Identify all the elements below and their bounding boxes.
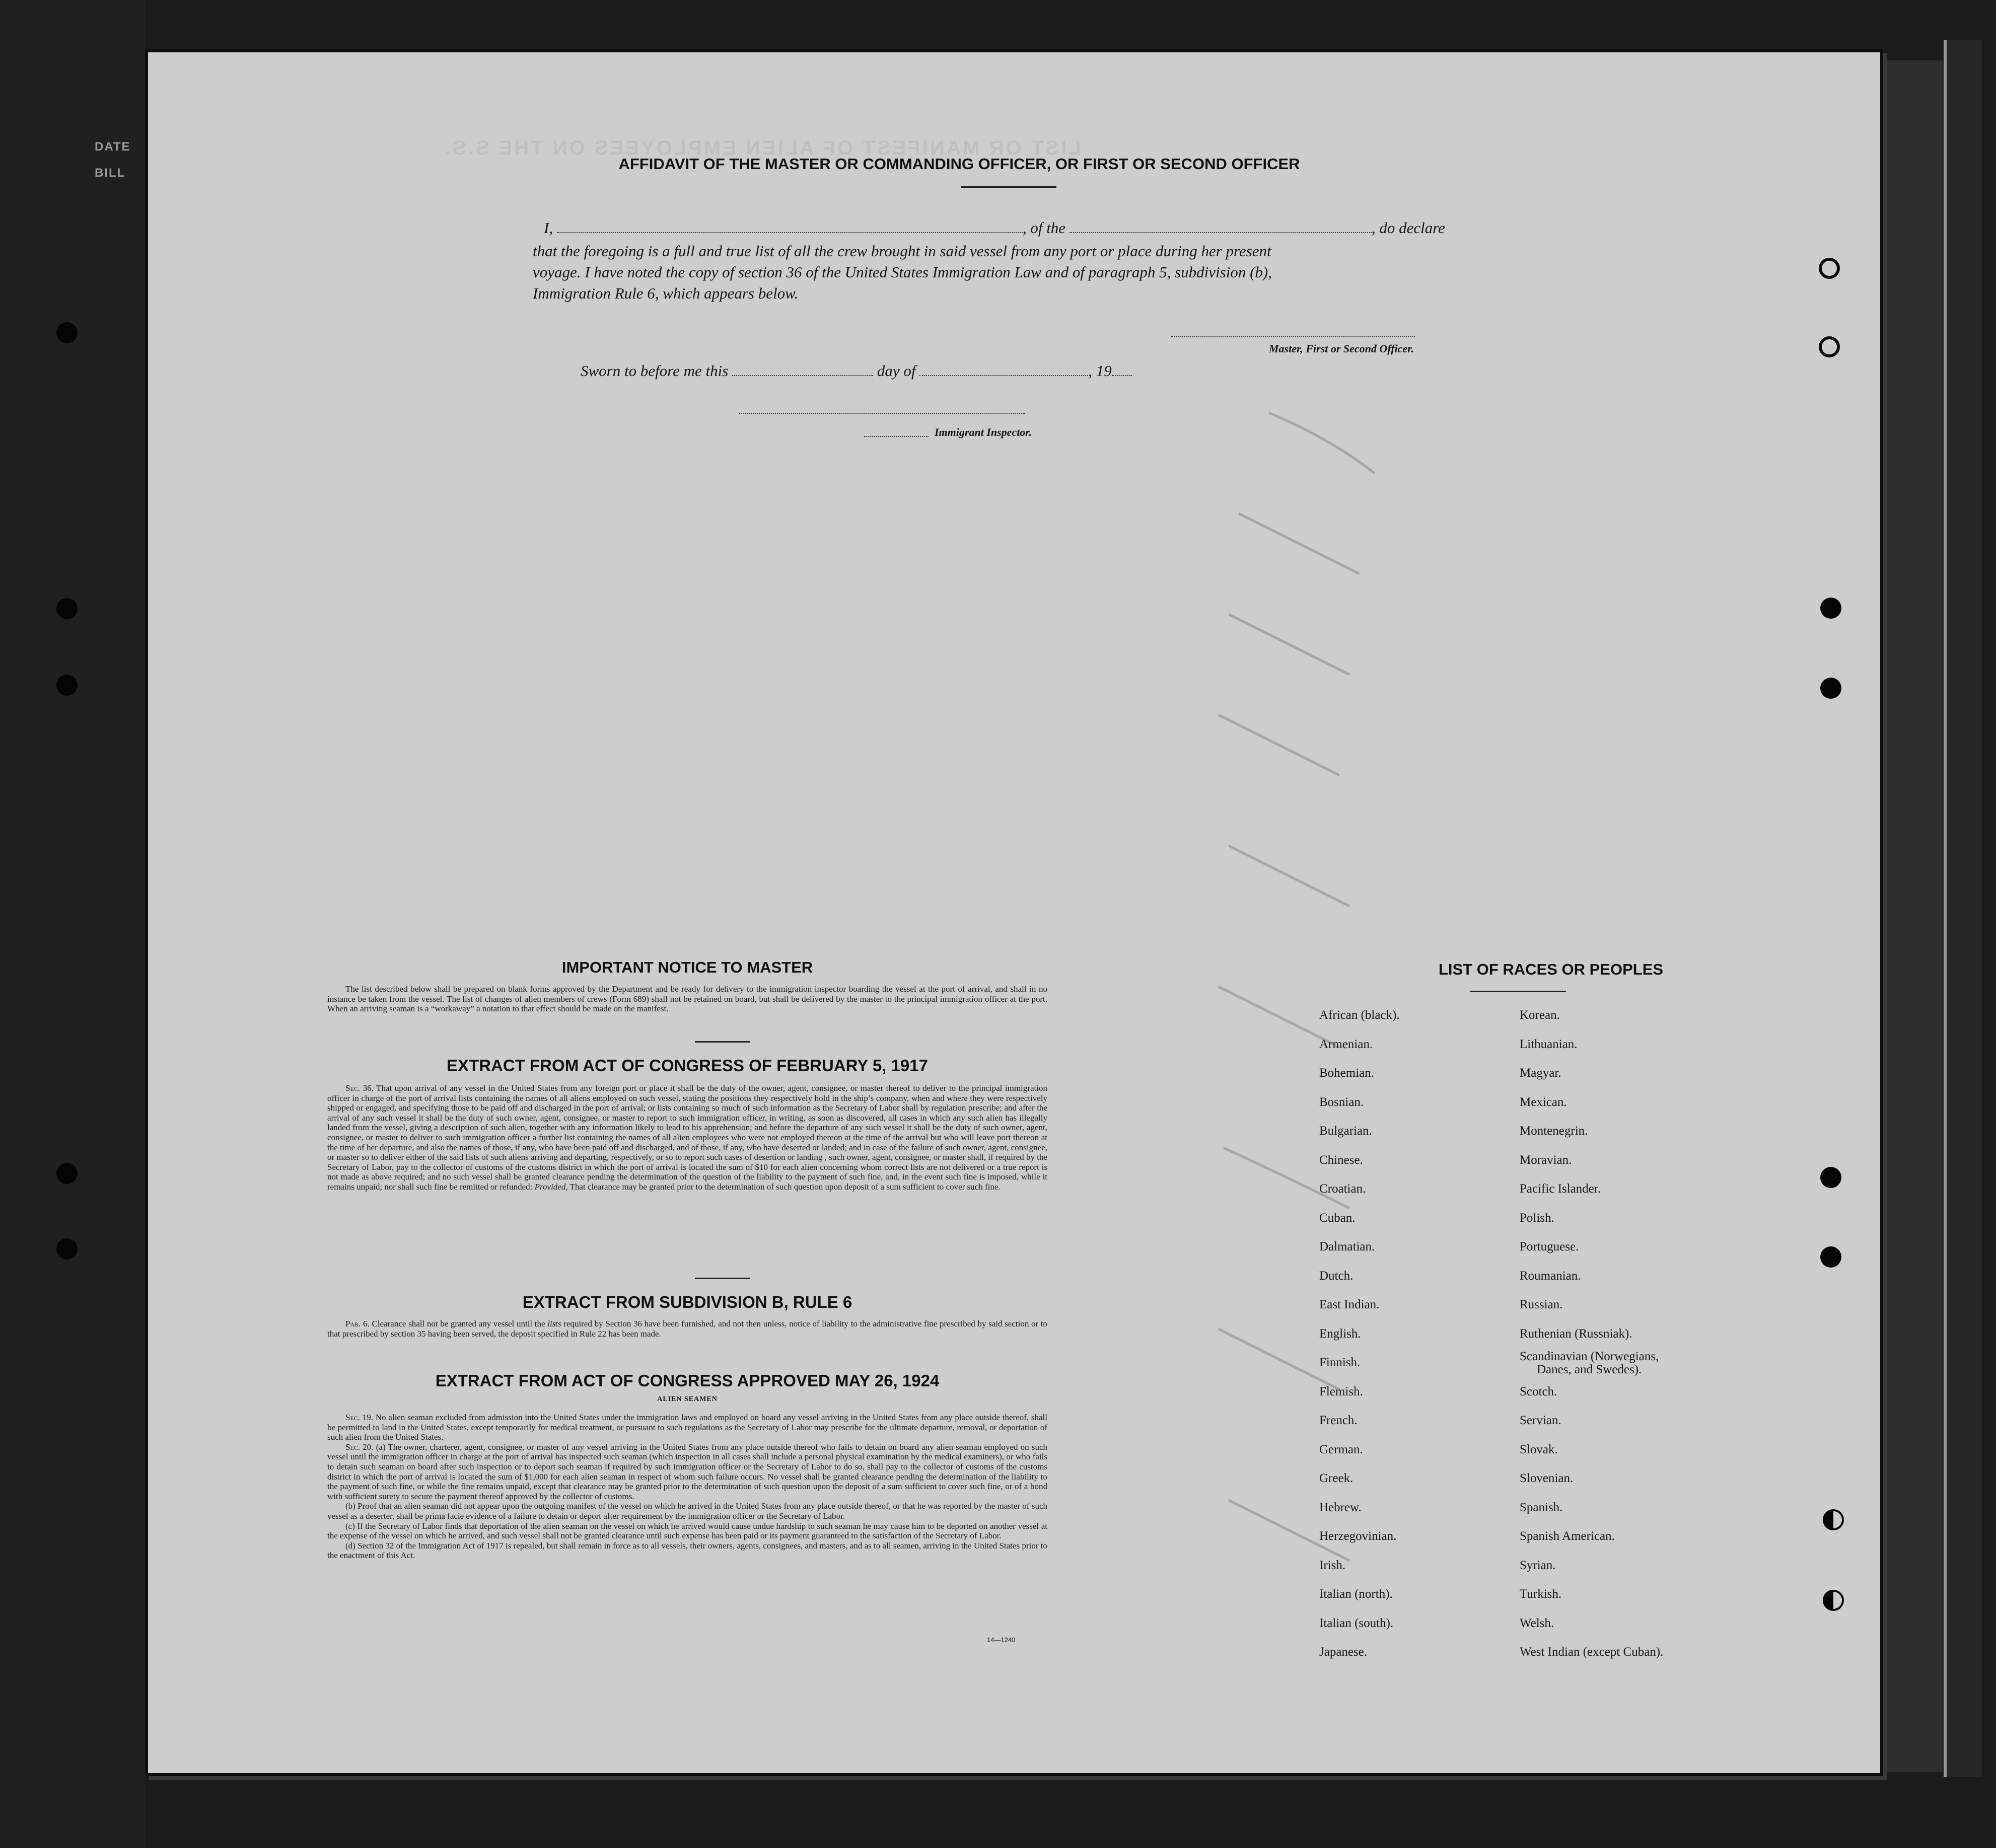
inspector-label: Immigrant Inspector. [935, 426, 1032, 438]
affidavit-i-label: I, [544, 219, 553, 237]
affidavit-title: AFFIDAVIT OF THE MASTER OR COMMANDING OFFICER, OR FIRST OR SECOND OFFICER [618, 155, 1300, 173]
race-item: Pacific Islander. [1520, 1182, 1601, 1196]
race-item: Cuban. [1319, 1211, 1356, 1225]
race-item: Spanish American. [1520, 1529, 1615, 1543]
race-item: Lithuanian. [1520, 1037, 1578, 1051]
race-item: Dutch. [1319, 1269, 1353, 1283]
master-signature-line[interactable] [1171, 336, 1415, 337]
subdivision-text: Par. 6. Clearance shall not be granted any vessel until the lists required by Section 36 have been furnished, and not then unless, notice of liability to the administrative fine prescribed by said section or to that prescribed by section 35 having been served, the deposit specified in Rule 22 has been made. [327, 1319, 1048, 1339]
race-item: Welsh. [1520, 1616, 1554, 1630]
binder-hole [56, 1238, 78, 1260]
sworn-year-blank[interactable] [1112, 365, 1132, 376]
race-item: Polish. [1520, 1211, 1554, 1225]
stamp-date-label: DATE [95, 140, 131, 154]
extract-1917-text: Sec. 36. That upon arrival of any vessel in the United States from any foreign port or place it shall be the duty of the owner, agent, consignee, or master thereof to deliver to the principal immigration officer in charge of the port of arrival lists containing the names of all aliens employed on such vessel, stating the positions they respectively hold in the ship’s company, when and where they were respectively shipped or engaged, and specifying those to be paid off and discharged in the port of arrival; or lists containing so much of such information as the Secretary of Labor shall by regulation prescribe; and after the arrival of any such vessel it shall be the duty of such owner, agent, consignee, or master to report to such immigration officer, in writing, as soon as discovered, all cases in which any such alien has illegally landed from the vessel, giving a description of such alien, together with any information likely to lead to his apprehension; and before the departure of any such vessel it shall be the duty of such owner, agent, consignee, or master to deliver to such immigration officer a further list containing the names of all alien employees who were not employed thereon at the time of the arrival but who will leave port thereon at the time of her departure, and also the names of those, if any, who have been paid off and discharged, and of those, if any, who have deserted or landed; and in case of the failure of such owner, agent, consignee, or master so to deliver either of the said lists of such aliens arriving and departing, respectively, or so to report such cases of desertion or landing , such owner, agent, consignee, or master shall, if required by the Secretary of Labor, pay to the collector of customs of the customs district in which the port of arrival is located the sum of $10 for each alien concerning whom correct lists are not delivered or a true report is not made as above required; and no such vessel shall be granted clearance pending the determination of the question of the liability to the payment of such fine, and, in the event such fine is imposed, while it remains unpaid; nor shall such fine be remitted or refunded: Provided, That clearance may be granted prior to the determination of such question upon deposit of a sum sufficient to cover such fine. [327, 1083, 1047, 1192]
race-item: German. [1319, 1442, 1363, 1456]
alien-seamen-subtitle: ALIEN SEAMEN [657, 1395, 718, 1403]
race-item-scandinavian: Scandinavian (Norwegians, Danes, and Swedes). [1520, 1350, 1659, 1376]
inspector-signature-line[interactable] [739, 413, 1025, 414]
race-item: French. [1319, 1414, 1358, 1427]
sworn-month-blank[interactable] [919, 365, 1088, 376]
notice-text: The list described below shall be prepared on blank forms approved by the Department and be ready for delivery to the immigration inspector boarding the vessel at the port of arrival, and shall in no instance be taken from the vessel. The list of changes of alien members of crews (Form 689) shall not be retained on board, but shall be delivered by the master to the principal immigration officer at the port. When an arriving seaman is a “workaway” a notation to that effect should be made on the manifest. [327, 984, 1047, 1014]
race-item: East Indian. [1319, 1298, 1380, 1311]
binder-hole [56, 322, 78, 343]
race-item: Italian (north). [1319, 1587, 1393, 1601]
punch-hole [1820, 1246, 1841, 1268]
race-item: Irish. [1319, 1558, 1346, 1572]
race-item: Dalmatian. [1319, 1240, 1375, 1253]
race-item: Herzegovinian. [1319, 1529, 1397, 1543]
name-blank[interactable] [557, 222, 1023, 233]
race-item: West Indian (except Cuban). [1520, 1645, 1664, 1659]
inspector-short-line [864, 436, 929, 437]
race-item: Moravian. [1520, 1153, 1572, 1167]
form-number: 14—1240 [987, 1636, 1016, 1644]
underlying-sheet-edge [1944, 40, 1982, 1777]
race-item: Italian (south). [1319, 1616, 1394, 1630]
race-item: Slovak. [1520, 1442, 1558, 1456]
race-item: Magyar. [1520, 1066, 1561, 1080]
race-item: Japanese. [1319, 1645, 1368, 1659]
affidavit-declare-label: , do declare [1371, 219, 1445, 237]
punch-hole [1823, 1590, 1844, 1611]
section-divider [695, 1041, 750, 1043]
races-column-2 [1520, 1001, 1663, 1667]
stamp-bill-label: BILL [95, 166, 126, 180]
race-item: Syrian. [1520, 1558, 1556, 1572]
sworn-year: , 19 [1088, 362, 1112, 380]
extract-1924-title: EXTRACT FROM ACT OF CONGRESS APPROVED MAY 26, 1924 [435, 1371, 940, 1390]
affidavit-line-3: voyage. I have noted the copy of section 36 of the United States Immigration Law and of paragraph 5, subdivision (b), [533, 263, 1272, 281]
punch-hole [1823, 1509, 1844, 1530]
race-item: Turkish. [1520, 1587, 1562, 1601]
punch-hole [1820, 1167, 1841, 1188]
title-divider [961, 186, 1056, 188]
race-item: Bosnian. [1319, 1095, 1364, 1109]
race-item: Croatian. [1319, 1182, 1366, 1196]
affidavit-line-4: Immigration Rule 6, which appears below. [533, 284, 799, 302]
sworn-day-of: day of [877, 362, 916, 380]
binder-hole [56, 1163, 78, 1184]
punch-hole [1819, 258, 1840, 279]
races-column-1 [1319, 1001, 1400, 1667]
sworn-prefix: Sworn to before me this [581, 362, 729, 380]
master-signature-label: Master, First or Second Officer. [1269, 342, 1414, 355]
notice-title: IMPORTANT NOTICE TO MASTER [561, 958, 813, 976]
race-item: Servian. [1520, 1414, 1561, 1427]
race-item: Montenegrin. [1520, 1124, 1588, 1138]
affidavit-of-the-label: , of the [1022, 219, 1066, 237]
race-item: Armenian. [1319, 1037, 1373, 1051]
race-item: Mexican. [1520, 1095, 1567, 1109]
races-title: LIST OF RACES OR PEOPLES [1438, 960, 1664, 978]
race-item: Russian. [1520, 1298, 1563, 1311]
race-item: Slovenian. [1520, 1471, 1574, 1485]
race-item: Chinese. [1319, 1153, 1363, 1167]
races-divider [1470, 991, 1566, 992]
race-item: Portuguese. [1520, 1240, 1579, 1253]
race-item: Ruthenian (Russniak). [1520, 1326, 1632, 1341]
race-item: Bohemian. [1319, 1066, 1375, 1080]
punch-hole [1820, 678, 1841, 699]
race-item: Roumanian. [1520, 1269, 1581, 1283]
section-divider [695, 1278, 750, 1279]
race-item: Greek. [1319, 1471, 1353, 1485]
extract-1924-text: Sec. 19. No alien seaman excluded from admission into the United States under the immigration laws and employed on board any vessel arriving in the United States from any place outside thereof, shall be permitted to land in the United States, except temporarily for medical treatment, or pursuant to such regulations as the Secretary of Labor may prescribe for the ultimate departure, removal, or deportation of such alien from the United States. Sec. 20. (a) The owner, charterer, agent, consignee, or master of any vessel arriving in the United States from any place outside thereof who fails to detain on board any alien seaman employed on such vessel until the immigration officer in charge at the port of arrival has inspected such seaman (which inspection in all cases shall include a personal physical examination by the medical examiners), or who fails to detain such seaman on board after such inspection or to deport such seaman if required by such immigration officer or the Secretary of Labor to do so, shall pay to the collector of customs of the customs district in which the port of arrival is located the sum of $1,000 for each alien seaman in respect of whom such failure occurs. No vessel shall be granted clearance pending the determination of the liability to the payment of such fine, or while the fine remains unpaid, except that clearance may be granted prior to the determination of such question upon the deposit of a sum sufficient to cover such fine, or of a bond with sufficient surety to secure the payment thereof approved by the collector of customs. (b) Proof that an alien seaman did not appear upon the outgoing manifest of the vessel on which he arrived in the United States from any place outside thereof, or that he was reported by the master of such vessel as a deserter, shall be prima facie evidence of a failure to detain or deport after requirement by the immigration officer or the Secretary of Labor. (c) If the Secretary of Labor finds that deportation of the alien seaman on the vessel on which he arrived would cause undue hardship to such seaman he may cause him to be deported on another vessel at the expense of the vessel on which he arrived, and such vessel shall not be granted clearance until such expense has been paid or its payment guaranteed to the satisfaction of the Secretary of Labor. (d) Section 32 of the Immigration Act of 1917 is repealed, but shall remain in force as to all vessels, their owners, agents, consignees, and masters, and as to all seamen, arriving in the United States prior to the enactment of this Act. [327, 1413, 1047, 1561]
extract-1917-title: EXTRACT FROM ACT OF CONGRESS OF FEBRUARY 5, 1917 [447, 1056, 928, 1075]
race-item: Hebrew. [1319, 1500, 1362, 1514]
race-item: Spanish. [1520, 1500, 1563, 1514]
race-item: Korean. [1520, 1008, 1560, 1022]
race-item: Finnish. [1319, 1356, 1361, 1369]
binder-hole [56, 598, 78, 619]
scanner-left-margin [0, 0, 145, 1848]
punch-hole [1820, 598, 1841, 619]
underlying-sheet-edge [1883, 60, 1943, 1772]
race-item: English. [1319, 1326, 1361, 1341]
race-item: Scotch. [1520, 1384, 1557, 1398]
race-item: Bulgarian. [1319, 1124, 1372, 1138]
sworn-day-blank[interactable] [732, 365, 873, 376]
race-item: Flemish. [1319, 1384, 1363, 1398]
race-item: African (black). [1319, 1008, 1400, 1022]
vessel-blank[interactable] [1070, 222, 1372, 233]
bleed-through-text: LIST OR MANIFEST OF ALIEN EMPLOYEES ON THE S.S. [443, 137, 1081, 159]
affidavit-line-1 [544, 217, 1445, 239]
sworn-line [581, 360, 1132, 382]
subdivision-title: EXTRACT FROM SUBDIVISION B, RULE 6 [522, 1293, 852, 1311]
punch-hole [1819, 336, 1840, 357]
affidavit-line-2: that the foregoing is a full and true list of all the crew brought in said vessel from any port or place during her present [533, 242, 1271, 260]
binder-hole [56, 675, 78, 696]
